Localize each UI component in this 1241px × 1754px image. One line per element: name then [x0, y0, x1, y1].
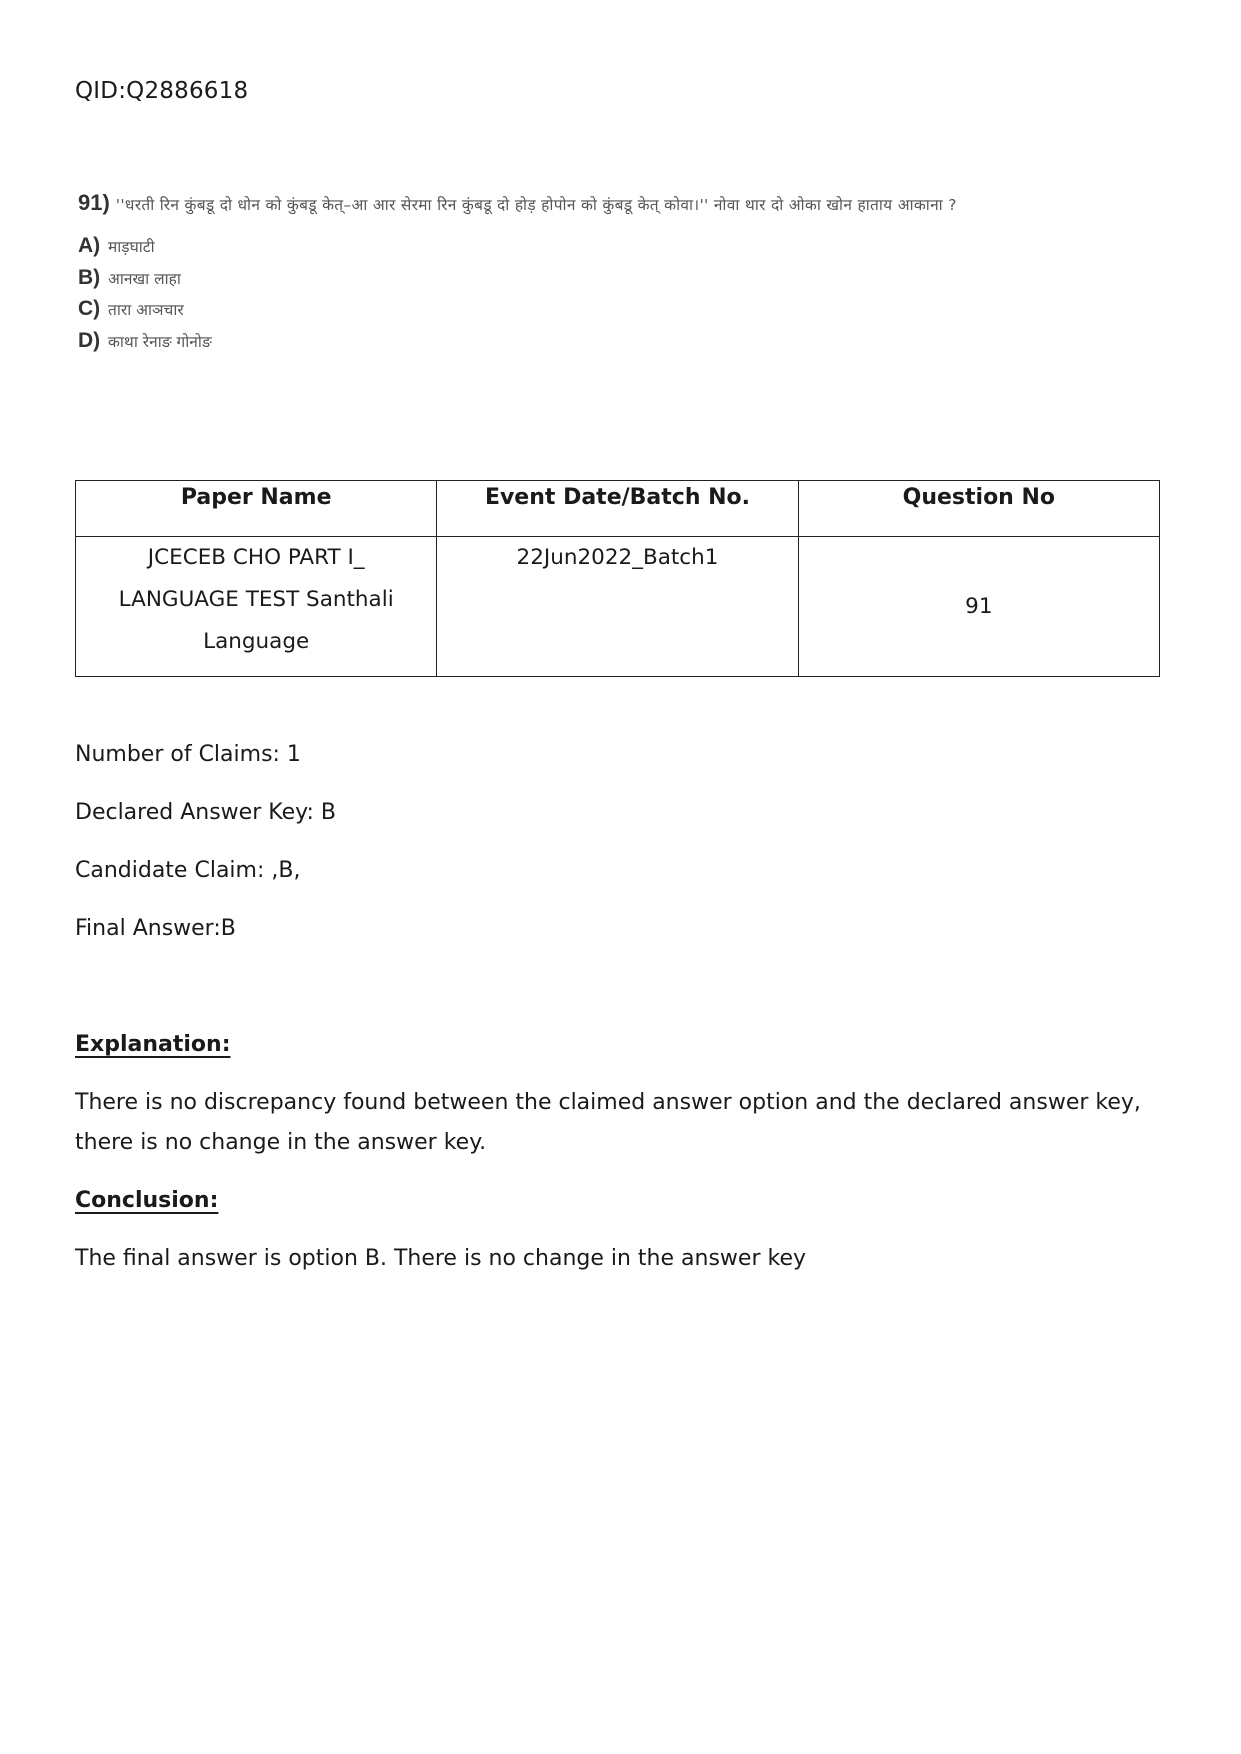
qid-label: QID:Q2886618: [75, 78, 249, 104]
option-text: आनखा लाहा: [108, 269, 181, 288]
table-row: [76, 537, 1160, 677]
header-paper-name: Paper Name: [76, 481, 437, 537]
option-letter: A): [78, 234, 101, 257]
option-text: काथा रेनाङ गोनोङ: [108, 332, 212, 351]
conclusion-heading: Conclusion:: [75, 1188, 219, 1213]
options-list: [78, 234, 1168, 360]
option-letter: B): [78, 265, 101, 289]
question-number: 91): [78, 190, 110, 215]
option-d: [78, 329, 1168, 361]
question-text: ''धरती रिन कुंबडू दो धोन को कुंबडू केत्–आ आर सेरमा रिन कुंबडू दो होड़ होपोन को कुंबडू केत् कोवा।'' नोवा थार दो ओका खोन हाताय आकाना ?: [115, 196, 957, 214]
option-c: [78, 297, 1168, 329]
declared-answer-key: Declared Answer Key: B: [75, 800, 337, 825]
table-header-row: [76, 481, 1160, 537]
question-line: [78, 190, 1168, 216]
paper-info-table: [75, 480, 1160, 677]
option-text: माड़घाटी: [108, 238, 155, 256]
header-question-no: Question No: [798, 481, 1159, 537]
header-event-date: Event Date/Batch No.: [437, 481, 798, 537]
explanation-text: There is no discrepancy found between the claimed answer option and the declared answer key, there is no change in the answer key.: [75, 1090, 1141, 1155]
cell-paper-name: [76, 537, 437, 677]
option-text: तारा आञचार: [108, 301, 184, 319]
option-b: [78, 266, 1168, 298]
candidate-claim: Candidate Claim: ,B,: [75, 858, 301, 883]
cell-event-date: 22Jun2022_Batch1: [437, 537, 798, 677]
option-a: [78, 234, 1168, 266]
paper-name-line-2: LANGUAGE TEST Santhali: [118, 587, 394, 612]
option-letter: D): [78, 328, 101, 352]
question-block: [78, 190, 1168, 360]
paper-name-line-3: Language: [203, 629, 310, 654]
conclusion-text: The final answer is option B. There is no change in the answer key: [75, 1246, 806, 1271]
paper-name-line-1: JCECEB CHO PART I_: [147, 545, 365, 570]
option-letter: C): [78, 297, 101, 320]
cell-question-no: 91: [798, 537, 1159, 677]
explanation-heading: Explanation:: [75, 1032, 231, 1057]
number-of-claims: Number of Claims: 1: [75, 742, 301, 767]
final-answer: Final Answer:B: [75, 916, 236, 941]
